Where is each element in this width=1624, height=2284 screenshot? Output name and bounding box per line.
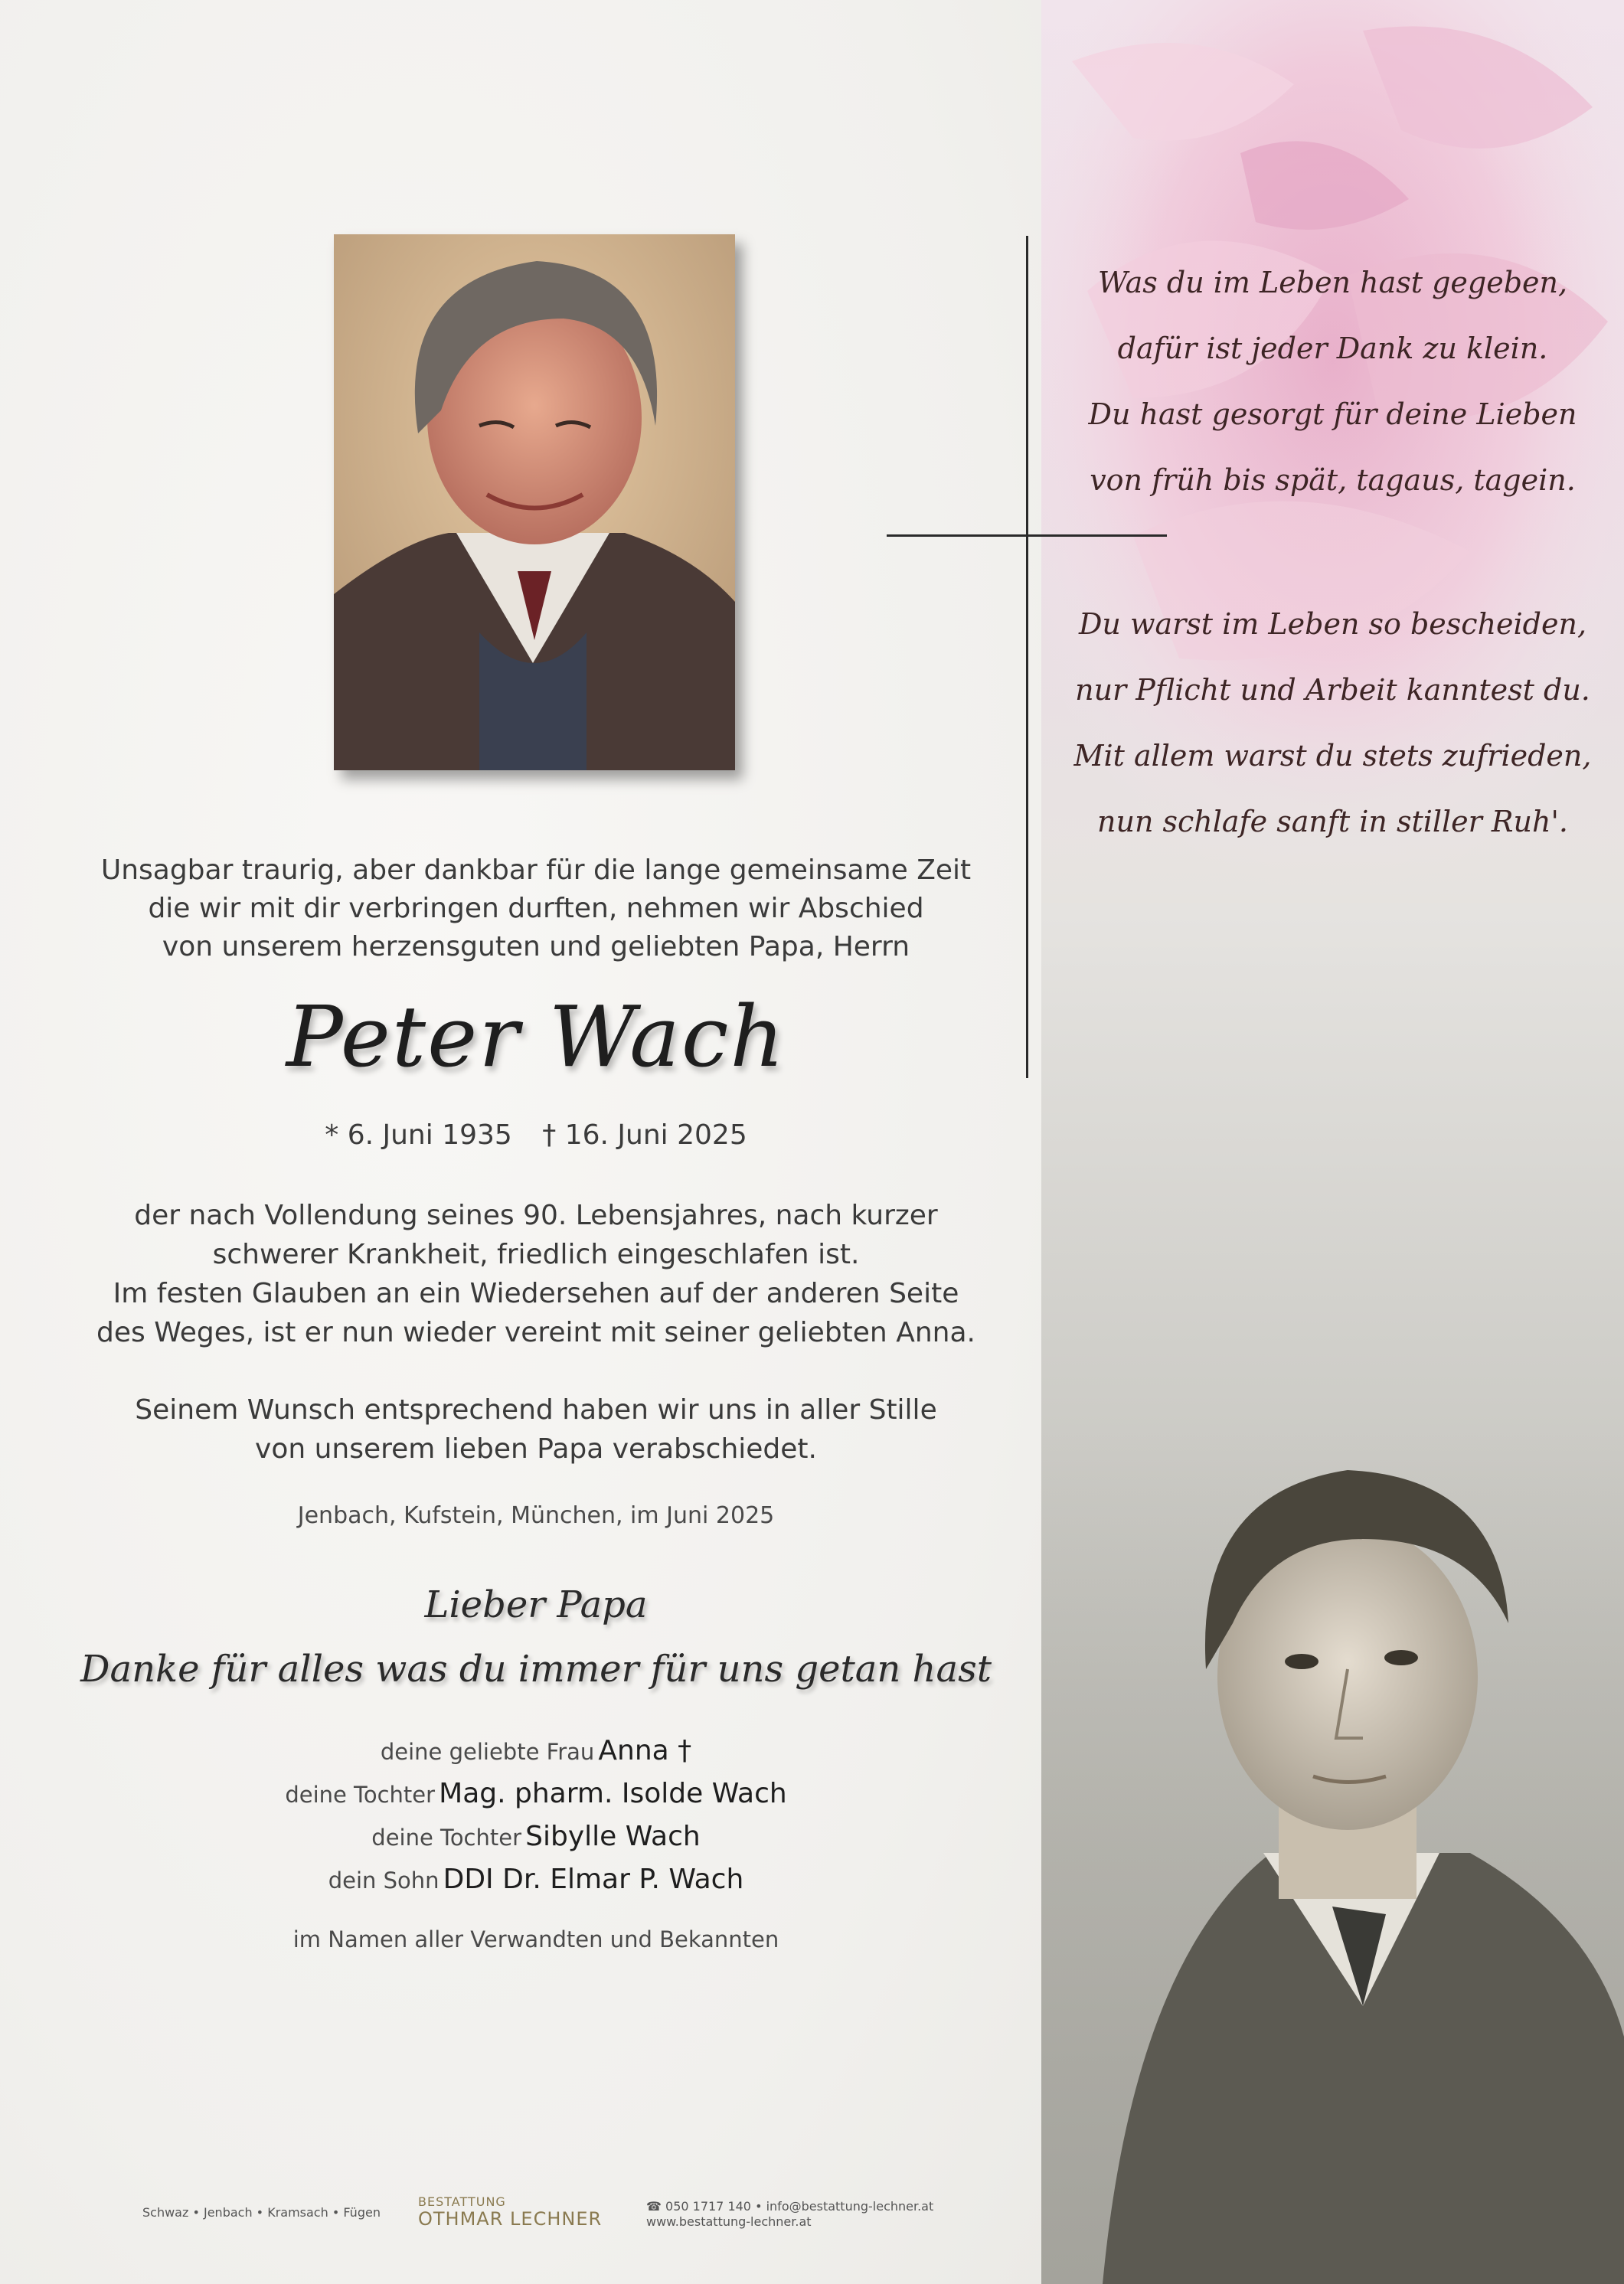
intro-line: von unserem herzensguten und geliebten Papa, Herrn xyxy=(162,931,910,962)
body-paragraph-1 xyxy=(77,1196,995,1352)
mourner-relation: deine Tochter xyxy=(371,1825,522,1851)
mourner-item xyxy=(77,1775,995,1818)
intro-line: die wir mit dir verbringen durften, nehmen wir Abschied xyxy=(148,893,924,924)
body-paragraph-2 xyxy=(77,1390,995,1469)
poem-line: Mit allem warst du stets zufrieden, xyxy=(1073,739,1592,773)
intro-text xyxy=(77,851,995,966)
mourners-list xyxy=(77,1732,995,1903)
poem-line: Du warst im Leben so bescheiden, xyxy=(1078,607,1587,641)
body-line: von unserem lieben Papa verabschiedet. xyxy=(255,1433,817,1465)
poem-line: von früh bis spät, tagaus, tagein. xyxy=(1090,463,1576,497)
poem-stanza-1 xyxy=(1041,250,1624,513)
poem-line: nur Pflicht und Arbeit kanntest du. xyxy=(1075,673,1590,707)
footer-logo-large: OTHMAR LECHNER xyxy=(418,2208,603,2230)
poem-line: Was du im Leben hast gegeben, xyxy=(1097,266,1568,299)
intro-line: Unsagbar traurig, aber dankbar für die lange gemeinsame Zeit xyxy=(100,854,972,886)
footer-locations: Schwaz • Jenbach • Kramsach • Fügen xyxy=(142,2205,381,2220)
thanks-heading: Lieber Papa xyxy=(424,1583,648,1626)
cross-symbol-horizontal xyxy=(887,534,1167,537)
mourner-name: Mag. pharm. Isolde Wach xyxy=(439,1778,787,1809)
place-date: Jenbach, Kufstein, München, im Juni 2025 xyxy=(297,1502,775,1529)
mourner-item xyxy=(77,1732,995,1775)
footer-logo-small: BESTATTUNG xyxy=(418,2194,506,2209)
body-line: Im festen Glauben an ein Wiedersehen auf der anderen Seite xyxy=(113,1278,959,1309)
poem-line: nun schlafe sanft in stiller Ruh'. xyxy=(1097,805,1568,838)
cross-symbol-vertical xyxy=(1026,236,1028,1078)
life-dates xyxy=(77,1119,995,1151)
poem-stanza-2 xyxy=(1041,591,1624,854)
mourner-item xyxy=(77,1818,995,1861)
deceased-name: Peter Wach xyxy=(286,988,786,1086)
mourner-item xyxy=(77,1861,995,1903)
footer-website: www.bestattung-lechner.at xyxy=(646,2214,812,2229)
mourner-relation: deine Tochter xyxy=(285,1782,436,1808)
mourner-name: DDI Dr. Elmar P. Wach xyxy=(443,1864,744,1895)
mourner-relation: dein Sohn xyxy=(328,1867,439,1894)
poem-line: Du hast gesorgt für deine Lieben xyxy=(1088,397,1577,431)
death-date: † 16. Juni 2025 xyxy=(542,1119,747,1151)
poem-line: dafür ist jeder Dank zu klein. xyxy=(1117,332,1548,365)
thanks-line: Danke für alles was du immer für uns getan hast xyxy=(80,1648,992,1691)
closing-line: im Namen aller Verwandten und Bekannten xyxy=(292,1926,779,1952)
birth-date: * 6. Juni 1935 xyxy=(325,1119,512,1151)
body-line: des Weges, ist er nun wieder vereint mit seiner geliebten Anna. xyxy=(96,1317,975,1348)
body-line: Seinem Wunsch entsprechend haben wir uns in aller Stille xyxy=(135,1394,937,1426)
mourner-name: Anna † xyxy=(598,1735,692,1766)
footer-contact: ☎ 050 1717 140 • info@bestattung-lechner.at xyxy=(646,2199,934,2214)
young-portrait-photo xyxy=(1041,1424,1624,2284)
body-line: der nach Vollendung seines 90. Lebensjahres, nach kurzer xyxy=(134,1200,938,1231)
body-line: schwerer Krankheit, friedlich eingeschlafen ist. xyxy=(212,1239,860,1270)
portrait-photo xyxy=(334,234,735,770)
mourner-name: Sibylle Wach xyxy=(525,1821,701,1852)
mourner-relation: deine geliebte Frau xyxy=(380,1739,595,1765)
